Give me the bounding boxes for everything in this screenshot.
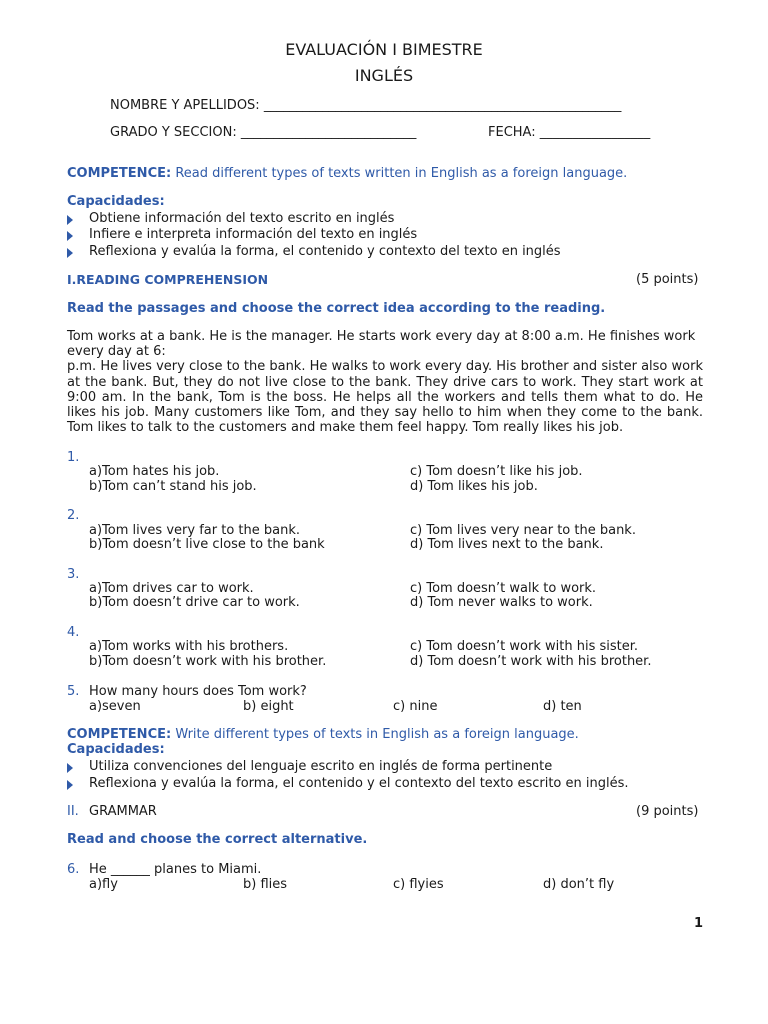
page-number: 1 (694, 916, 704, 931)
doc-subject: INGLÉS (354, 66, 414, 85)
competence-2 (67, 727, 579, 742)
capacidad-item: Reflexiona y evalúa la forma, el contenido y el contexto del texto escrito en inglés. (89, 776, 629, 791)
option-b[interactable]: b)Tom can’t stand his job. (89, 479, 257, 494)
option-c[interactable]: c) Tom doesn’t like his job. (410, 464, 583, 479)
capacidad-item: Reflexiona y evalúa la forma, el contenido y contexto del texto en inglés (89, 244, 561, 259)
option-a[interactable]: a)Tom works with his brothers. (89, 639, 289, 654)
option-c[interactable]: c) flyies (393, 877, 444, 892)
question-number: 6. (67, 862, 80, 877)
section-points: (9 points) (636, 804, 699, 819)
option-a[interactable]: a)fly (89, 877, 118, 892)
question-number: 2. (67, 508, 80, 523)
competence-text: Write different types of texts in English as a foreign language. (171, 727, 579, 742)
competence-label: COMPETENCE: (67, 166, 172, 181)
capacidad-item: Infiere e interpreta información del texto en inglés (89, 227, 418, 242)
option-d[interactable]: d) ten (543, 699, 582, 714)
instruction: Read the passages and choose the correct idea according to the reading. (67, 301, 606, 316)
option-b[interactable]: b) eight (243, 699, 294, 714)
option-d[interactable]: d) don’t fly (543, 877, 615, 892)
option-b[interactable]: b)Tom doesn’t work with his brother. (89, 654, 327, 669)
option-a[interactable]: a)Tom drives car to work. (89, 581, 254, 596)
question-number: 4. (67, 625, 80, 640)
competence-label: COMPETENCE: (67, 727, 172, 742)
option-c[interactable]: c) Tom doesn’t walk to work. (410, 581, 597, 596)
option-c[interactable]: c) nine (393, 699, 438, 714)
option-a[interactable]: a)Tom lives very far to the bank. (89, 523, 300, 538)
option-d[interactable]: d) Tom lives next to the bank. (410, 537, 604, 552)
reading-passage (67, 329, 703, 435)
option-d[interactable]: d) Tom never walks to work. (410, 595, 593, 610)
question-number: 3. (67, 567, 80, 582)
section-number: II. (67, 804, 79, 819)
option-a[interactable]: a)seven (89, 699, 141, 714)
name-field[interactable]: NOMBRE Y APELLIDOS: _______________________________________________________ (110, 98, 622, 113)
option-b[interactable]: b) flies (243, 877, 288, 892)
option-c[interactable]: c) Tom lives very near to the bank. (410, 523, 636, 538)
question-number: 1. (67, 450, 80, 465)
doc-title: EVALUACIÓN I BIMESTRE (285, 40, 483, 59)
section-heading: GRAMMAR (89, 804, 157, 819)
section-heading: I.READING COMPREHENSION (67, 272, 269, 287)
question-number: 5. (67, 684, 80, 699)
bullet-icon (67, 780, 73, 790)
bullet-icon (67, 231, 73, 241)
capacidades-heading: Capacidades: (67, 194, 165, 209)
capacidad-item: Utiliza convenciones del lenguaje escrito en inglés de forma pertinente (89, 759, 553, 774)
section-points: (5 points) (636, 272, 699, 287)
competence-text: Read different types of texts written in English as a foreign language. (171, 166, 628, 181)
instruction: Read and choose the correct alternative. (67, 832, 368, 847)
capacidades-heading: Capacidades: (67, 742, 165, 757)
capacidad-item: Obtiene información del texto escrito en inglés (89, 211, 395, 226)
passage-line: Tom works at a bank. He is the manager. He starts work every day at 8:00 a.m. He finishes work every day at 6: (67, 329, 696, 360)
option-c[interactable]: c) Tom doesn’t work with his sister. (410, 639, 639, 654)
bullet-icon (67, 763, 73, 773)
option-a[interactable]: a)Tom hates his job. (89, 464, 220, 479)
question-text: How many hours does Tom work? (89, 684, 307, 699)
option-d[interactable]: d) Tom doesn’t work with his brother. (410, 654, 652, 669)
date-field[interactable]: FECHA: _________________ (488, 125, 651, 140)
bullet-icon (67, 248, 73, 258)
option-b[interactable]: b)Tom doesn’t live close to the bank (89, 537, 325, 552)
competence-1 (67, 166, 627, 181)
question-text: He ______ planes to Miami. (89, 862, 262, 877)
option-d[interactable]: d) Tom likes his job. (410, 479, 538, 494)
option-b[interactable]: b)Tom doesn’t drive car to work. (89, 595, 300, 610)
grade-field[interactable]: GRADO Y SECCION: ___________________________ (110, 125, 417, 140)
bullet-icon (67, 215, 73, 225)
passage-paragraph: p.m. He lives very close to the bank. He walks to work every day. His brother and sister also work at the bank. But, they do not live close to the bank. They drive cars to work. They start work at 9:00 am. In the bank, Tom is the boss. He helps all the workers and tells them what to do. He likes his job. Many customers like Tom, and they say hello to him when they come to the bank. Tom likes to talk to the customers and make them feel happy. Tom really likes his job. (67, 359, 703, 436)
